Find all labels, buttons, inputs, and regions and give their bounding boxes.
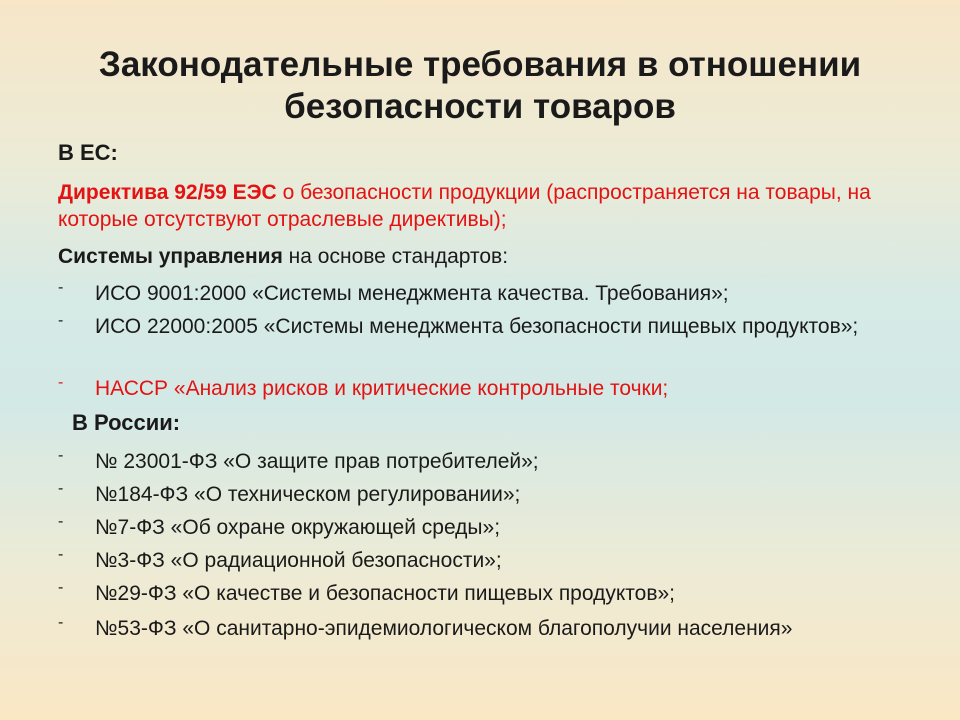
systems-line (58, 244, 508, 270)
title-line-1: Законодательные требования в отношении (98, 45, 862, 84)
ru-list-item (58, 615, 898, 642)
ru-list-item (58, 580, 898, 607)
ru-list-item (58, 514, 898, 541)
slide-title (40, 44, 920, 128)
bullet-dash: - (58, 447, 64, 464)
eu-item-haccp: НАССР «Анализ рисков и критические контрольные точки; (95, 377, 669, 400)
ru-list-item (58, 547, 898, 574)
ru-item-29: №29-ФЗ «О качестве и безопасности пищевых продуктов»; (95, 582, 675, 605)
eu-heading: В ЕС: (58, 140, 118, 165)
eu-list-item (58, 375, 898, 402)
systems-description: на основе стандартов: (282, 245, 509, 268)
title-line-2: безопасности товаров (284, 87, 676, 126)
systems-label: Системы управления (58, 245, 283, 268)
bullet-dash: - (58, 513, 64, 530)
bullet-dash: - (58, 614, 64, 631)
directive-paragraph (58, 179, 908, 233)
ru-list-item (58, 448, 898, 475)
directive-description: о безопасности продукции (распространяется на товары, на которые отсутствуют отраслевые директивы); (58, 181, 871, 231)
bullet-dash: - (58, 279, 64, 296)
eu-item-iso9001: ИСО 9001:2000 «Системы менеджмента качества. Требования»; (95, 282, 729, 305)
ru-item-184: №184-ФЗ «О техническом регулировании»; (95, 483, 521, 506)
bullet-dash: - (58, 480, 64, 497)
bullet-dash: - (58, 312, 64, 329)
eu-list-item (58, 313, 898, 340)
bullet-dash: - (58, 546, 64, 563)
ru-list-item (58, 481, 898, 508)
eu-item-iso22000: ИСО 22000:2005 «Системы менеджмента безопасности пищевых продуктов»; (95, 315, 859, 338)
eu-list-item (58, 280, 898, 307)
ru-item-3: №3-ФЗ «О радиационной безопасности»; (95, 549, 502, 572)
ru-item-53: №53-ФЗ «О санитарно-эпидемиологическом благополучии населения» (95, 617, 793, 640)
russia-heading: В России: (72, 410, 181, 435)
bullet-dash: - (58, 579, 64, 596)
bullet-dash: - (58, 374, 64, 391)
ru-item-23001: № 23001-ФЗ «О защите прав потребителей»; (95, 450, 539, 473)
directive-name: Директива 92/59 ЕЭС (58, 181, 277, 204)
ru-item-7: №7-ФЗ «Об охране окружающей среды»; (95, 516, 501, 539)
